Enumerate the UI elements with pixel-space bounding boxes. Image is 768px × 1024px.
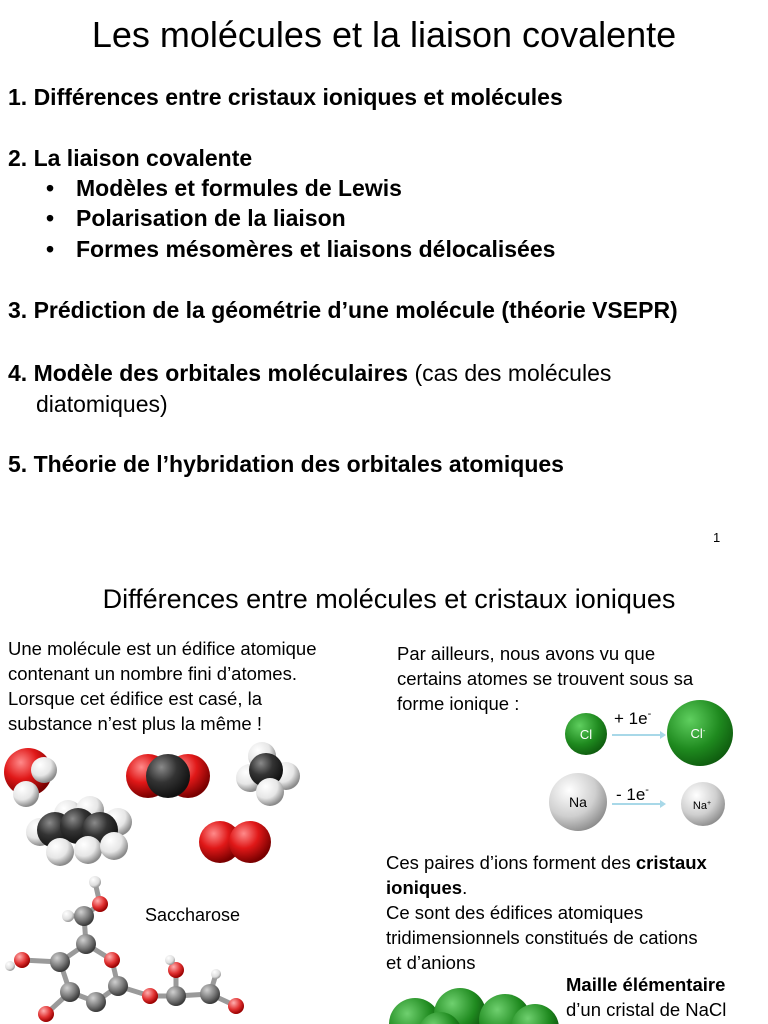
saccharose-model-image	[0, 874, 250, 1024]
co2-molecule	[126, 754, 210, 798]
outline-bullet-lewis	[46, 175, 402, 202]
outline-bullet-mesomeres	[46, 236, 555, 263]
methane-molecule	[236, 742, 300, 806]
na-atom-label: Na	[569, 794, 587, 810]
cl-ion-label: Cl-	[690, 726, 706, 741]
na-transfer-label: - 1e-	[616, 784, 649, 804]
nacl-crystal-image	[385, 984, 560, 1024]
bullet-dot: •	[46, 236, 55, 262]
na-ion-label: Na+	[692, 800, 712, 812]
maille-caption	[566, 972, 766, 1022]
o2-molecule	[199, 821, 271, 863]
arrow-head	[660, 731, 666, 739]
text-line: Ce sont des édifices atomiques	[386, 902, 644, 923]
outline-bullet-polarisation	[46, 205, 346, 232]
bullet-label: Formes mésomères et liaisons délocalisées	[76, 236, 556, 262]
bullet-label: Modèles et formules de Lewis	[76, 175, 402, 201]
cl-atom-label: Cl	[579, 727, 593, 742]
cl-transfer-label: + 1e-	[614, 708, 652, 728]
text-line: Lorsque cet édifice est casé, la	[8, 688, 263, 709]
text-line: Une molécule est un édifice atomique	[8, 638, 317, 659]
maille-subtitle: d’un cristal de NaCl	[566, 999, 727, 1020]
text-line: Par ailleurs, nous avons vu que	[397, 643, 656, 664]
molecule-models-image	[0, 742, 300, 867]
outline-item-5: 5. Théorie de l’hybridation des orbitales atomiques	[8, 451, 564, 477]
ion-formation-diagram	[548, 698, 768, 838]
text-line: ioniques.	[386, 877, 468, 898]
outline-item-1: 1. Différences entre cristaux ioniques et molécules	[8, 84, 563, 110]
text-line: certains atomes se trouvent sous sa	[397, 668, 694, 689]
molecule-definition	[8, 636, 378, 736]
text-line: contenant un nombre fini d’atomes.	[8, 663, 297, 684]
outline-item-2: 2. La liaison covalente	[8, 145, 253, 171]
ionic-crystals-text	[386, 850, 764, 975]
bullet-label: Polarisation de la liaison	[76, 205, 346, 231]
text-line: substance n’est plus la même !	[8, 713, 262, 734]
butane-molecule	[26, 796, 132, 866]
maille-title: Maille élémentaire	[566, 974, 726, 995]
arrow-head	[660, 800, 666, 808]
item-4-bold: 4. Modèle des orbitales moléculaires	[8, 360, 409, 386]
atoms	[5, 876, 244, 1022]
item-4-normal: (cas des molécules	[408, 360, 612, 386]
outline-item-4	[8, 360, 611, 387]
slide2-title: Différences entre molécules et cristaux ioniques	[102, 584, 676, 614]
page-number: 1	[713, 530, 721, 545]
bullet-dot: •	[46, 205, 55, 231]
text-line: forme ionique :	[397, 693, 520, 714]
water-molecule	[4, 748, 57, 807]
text-line: tridimensionnels constitués de cations	[386, 927, 698, 948]
bullet-dot: •	[46, 175, 55, 201]
text-line: Ces paires d’ions forment des cristaux	[386, 852, 707, 873]
outline-item-3: 3. Prédiction de la géométrie d’une molécule (théorie VSEPR)	[8, 297, 678, 323]
outline-item-4-continuation: diatomiques)	[36, 391, 168, 417]
saccharose-label: Saccharose	[145, 905, 241, 925]
text-line: et d’anions	[386, 952, 476, 973]
slide1-title: Les molécules et la liaison covalente	[91, 14, 677, 55]
